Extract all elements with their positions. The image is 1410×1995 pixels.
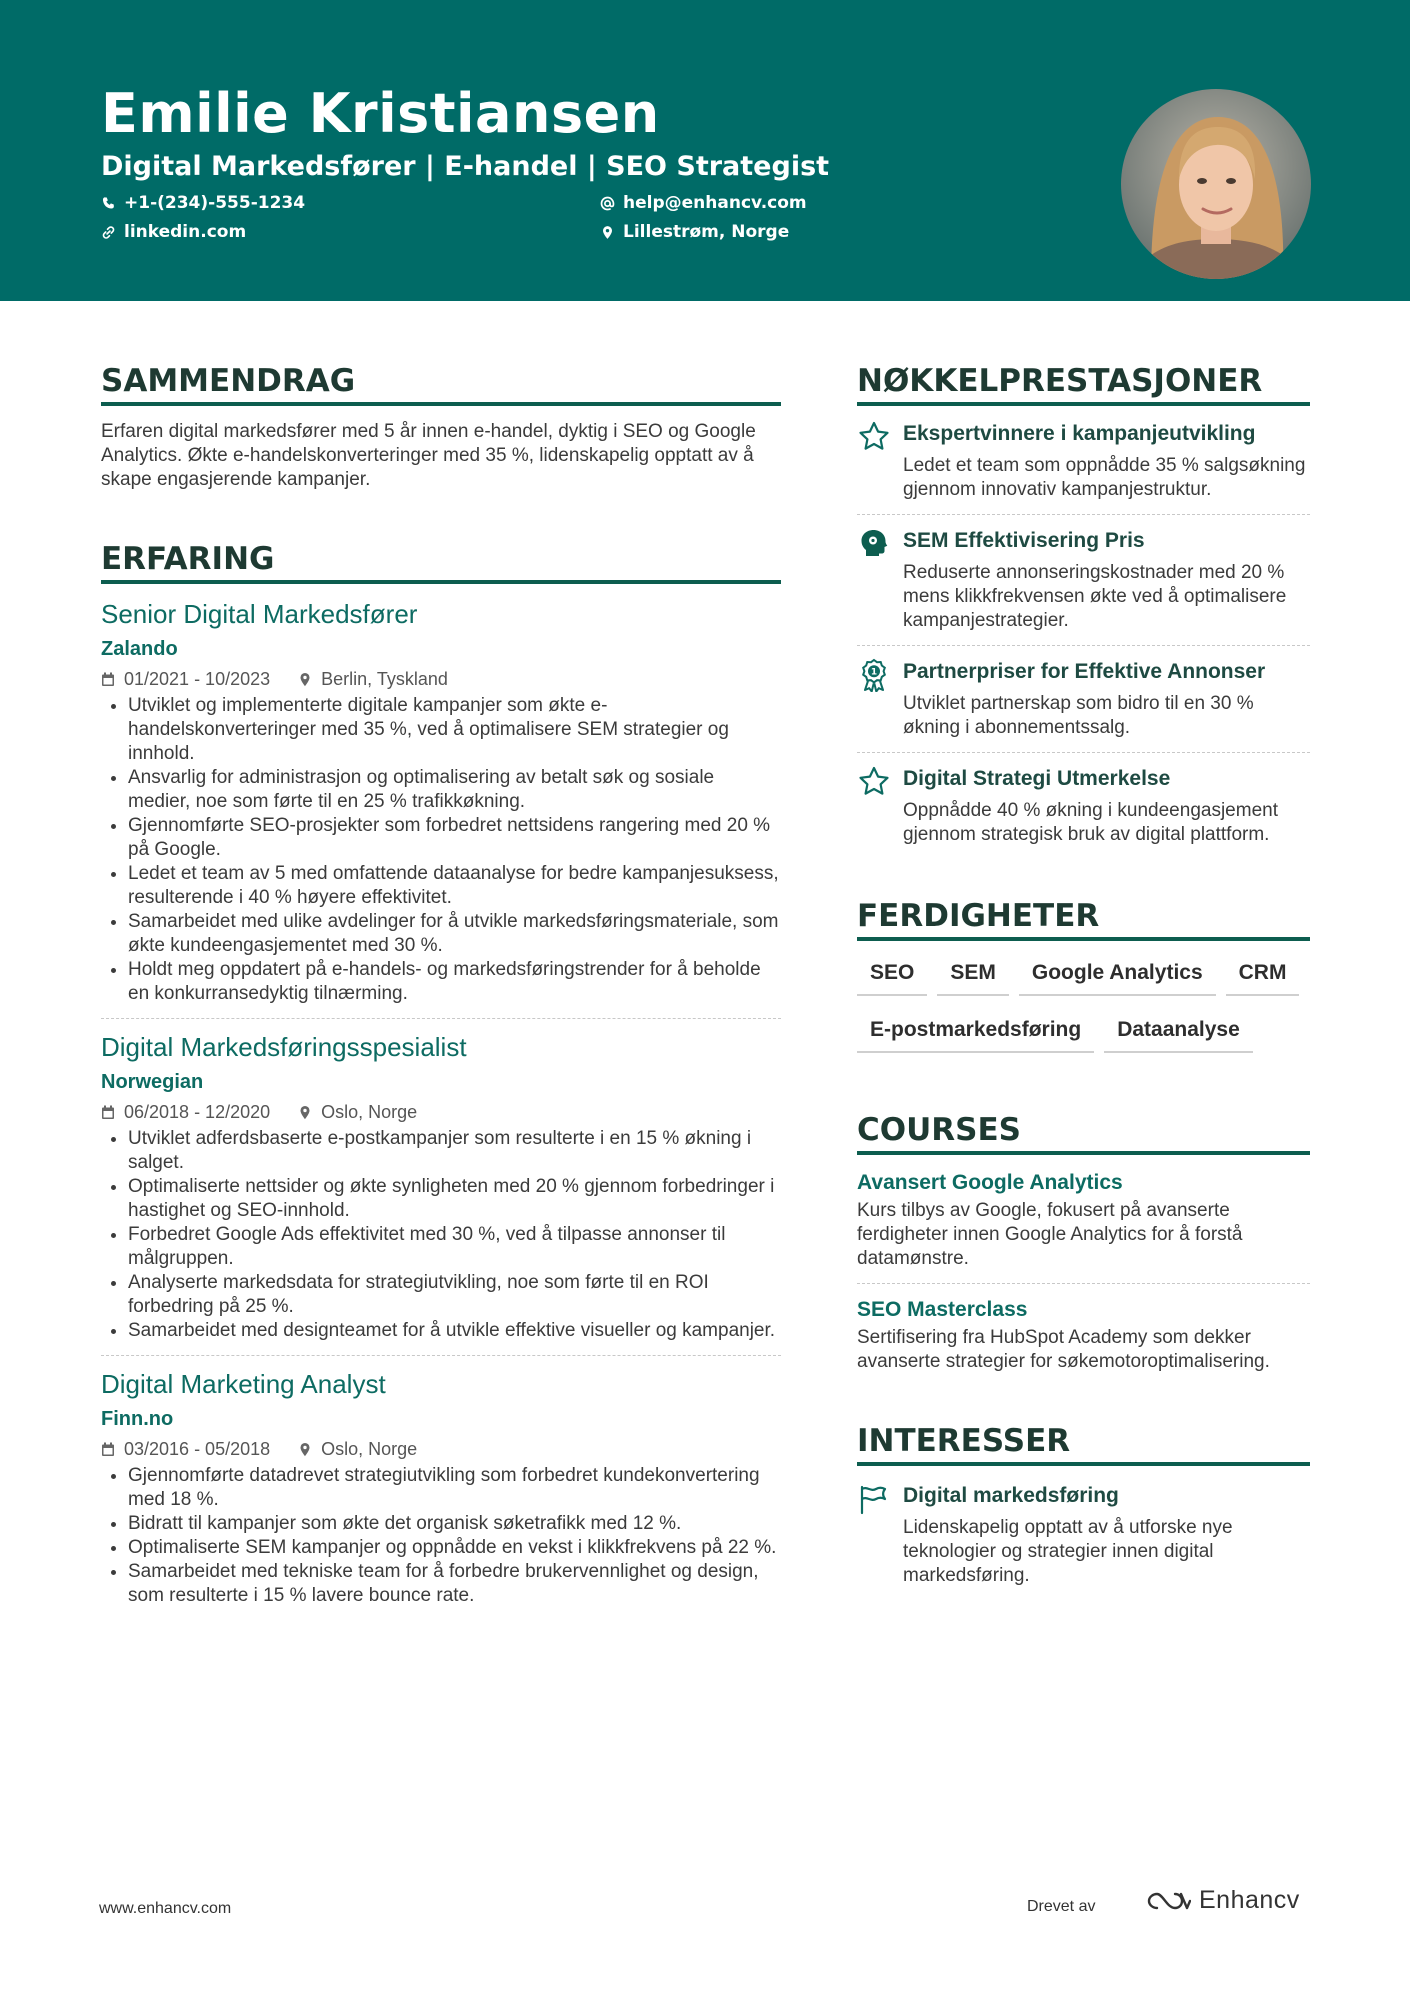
job-meta: [101, 1101, 781, 1123]
skill-tag: SEM: [937, 959, 1009, 996]
calendar-icon: [101, 1442, 115, 1457]
course-desc: Kurs tilbys av Google, fokusert på avanserte ferdigheter innen Google Analytics for å forstå datamønstre.: [857, 1200, 1243, 1269]
job-bullet: • Utviklet og implementerte digitale kampanjer som økte e-handelskonverteringer med 35 %, ved å optimalisere SEM strategier og innhold.: [128, 694, 781, 766]
interest-item: [857, 1482, 1310, 1588]
achievements-heading: NØKKELPRESTASJONER: [857, 362, 1310, 406]
calendar-icon: [101, 672, 115, 687]
job-bullet: • Optimaliserte nettsider og økte synligheten med 20 % gjennom forbedringer i hastighet og SEO-innhold.: [128, 1175, 781, 1223]
skills-heading: FERDIGHETER: [857, 897, 1310, 941]
contact-phone[interactable]: [101, 193, 305, 213]
divider: [857, 645, 1310, 646]
job-location-wrap: [298, 1101, 417, 1123]
job-bullet: • Gjennomførte datadrevet strategiutvikling som forbedret kundekonvertering med 18 %.: [128, 1464, 781, 1512]
course-item: [857, 1296, 1310, 1374]
calendar-icon: [101, 1105, 115, 1120]
skill-tag: Google Analytics: [1019, 959, 1216, 996]
interest-desc: Lidenskapelig opptatt av å utforske nye teknologier og strategier innen digital markedsføring.: [903, 1517, 1233, 1586]
link-icon: [101, 225, 116, 240]
achievement-item: [857, 420, 1310, 502]
flag-icon: [857, 1482, 891, 1516]
star-icon: [857, 765, 891, 799]
job-bullets: [101, 1127, 781, 1343]
achievement-item: [857, 765, 1310, 847]
location-pin-icon: [600, 225, 615, 240]
divider: [101, 1018, 781, 1019]
job-bullet: • Optimaliserte SEM kampanjer og oppnådde en vekst i klikkfrekvens på 22 %.: [128, 1536, 781, 1560]
footer-website[interactable]: www.enhancv.com: [99, 1900, 232, 1917]
summary-text: Erfaren digital markedsfører med 5 år innen e-handel, dyktig i SEO og Google Analytics. Økte e-handelskonverteringer med 35 %, lidenskapelig opptatt av å skape engasjerende kampanjer.: [101, 421, 756, 490]
divider: [857, 514, 1310, 515]
job-company: Norwegian: [101, 1071, 204, 1093]
contact-location: [600, 222, 789, 242]
svg-text:1: 1: [870, 667, 878, 678]
location-pin-icon: [298, 672, 312, 687]
divider: [857, 1283, 1310, 1284]
course-item: [857, 1169, 1310, 1271]
divider: [101, 1355, 781, 1356]
contact-email[interactable]: [600, 193, 807, 213]
achievement-item: [857, 527, 1310, 633]
award-icon: [857, 658, 891, 692]
email-text: help@enhancv.com: [623, 193, 807, 213]
location-pin-icon: [298, 1105, 312, 1120]
enhancv-logo[interactable]: [1145, 1886, 1300, 1915]
job-location-wrap: [298, 1438, 417, 1460]
job-bullet: • Samarbeidet med ulike avdelinger for å utvikle markedsføringsmateriale, som økte kundeengasjementet med 30 %.: [128, 910, 781, 958]
skill-tag: E-postmarkedsføring: [857, 1016, 1094, 1053]
enhancv-logo-icon: [1145, 1889, 1191, 1913]
job-company: Zalando: [101, 638, 178, 660]
job-bullets: [101, 694, 781, 1006]
job-bullet: • Ansvarlig for administrasjon og optimalisering av betalt søk og sosiale medier, noe som førte til en 25 % trafikkøkning.: [128, 766, 781, 814]
skill-tag: Dataanalyse: [1104, 1016, 1253, 1053]
summary-section: [101, 362, 781, 492]
job-location: Berlin, Tyskland: [321, 669, 448, 689]
achievement-desc: Ledet et team som oppnådde 35 % salgsøkning gjennom innovativ kampanjestruktur.: [903, 455, 1306, 500]
job-title: Digital Markedsføringsspesialist: [101, 1032, 467, 1062]
job-meta: [101, 668, 781, 690]
skill-tag: CRM: [1226, 959, 1300, 996]
linkedin-text: linkedin.com: [124, 222, 247, 242]
job-bullet: • Forbedret Google Ads effektivitet med 30 %, ved å tilpasse annonser til målgruppen.: [128, 1223, 781, 1271]
location-text: Lillestrøm, Norge: [623, 222, 790, 242]
job-dates: 06/2018 - 12/2020: [124, 1102, 271, 1122]
job-entry: [101, 1031, 781, 1343]
job-bullet: • Bidratt til kampanjer som økte det organisk søketrafikk med 12 %.: [128, 1512, 781, 1536]
summary-heading: SAMMENDRAG: [101, 362, 781, 406]
job-entry: [101, 598, 781, 1006]
job-company: Finn.no: [101, 1408, 174, 1430]
job-bullet: • Gjennomførte SEO-prosjekter som forbedret nettsidens rangering med 20 % på Google.: [128, 814, 781, 862]
enhancv-brand-text: Enhancv: [1199, 1886, 1300, 1914]
phone-icon: [101, 196, 116, 211]
job-bullet: • Samarbeidet med designteamet for å utvikle effektive visueller og kampanjer.: [128, 1319, 781, 1343]
star-icon: [857, 420, 891, 454]
location-pin-icon: [298, 1442, 312, 1457]
contact-linkedin[interactable]: [101, 222, 246, 242]
job-meta: [101, 1438, 781, 1460]
job-bullet: • Ledet et team av 5 med omfattende dataanalyse for bedre kampanjesuksess, resulterende i 40 % høyere effektivitet.: [128, 862, 781, 910]
right-column: [857, 362, 1310, 1588]
job-location: Oslo, Norge: [321, 1439, 418, 1459]
skills-section: [857, 897, 1310, 1073]
achievement-title: SEM Effektivisering Pris: [903, 529, 1145, 552]
candidate-name: Emilie Kristiansen: [101, 82, 660, 145]
at-icon: [600, 196, 615, 211]
job-entry: [101, 1368, 781, 1608]
job-bullet: • Samarbeidet med tekniske team for å forbedre brukervennlighet og design, som resulterte i 15 % lavere bounce rate.: [128, 1560, 781, 1608]
achievement-item: [857, 658, 1310, 740]
job-bullets: [101, 1464, 781, 1608]
profile-photo: [1121, 89, 1311, 279]
left-column: [101, 362, 781, 1618]
experience-heading: ERFARING: [101, 540, 781, 584]
job-bullet: • Analyserte markedsdata for strategiutvikling, noe som førte til en ROI forbedring på 25 %.: [128, 1271, 781, 1319]
course-desc: Sertifisering fra HubSpot Academy som dekker avanserte strategier for søkemotoroptimalisering.: [857, 1327, 1270, 1372]
achievement-desc: Utviklet partnerskap som bidro til en 30 % økning i abonnementssalg.: [903, 693, 1254, 738]
experience-section: [101, 540, 781, 1608]
job-location-wrap: [298, 668, 448, 690]
job-location: Oslo, Norge: [321, 1102, 418, 1122]
achievement-title: Partnerpriser for Effektive Annonser: [903, 660, 1266, 683]
job-dates: 01/2021 - 10/2023: [124, 669, 271, 689]
courses-section: [857, 1111, 1310, 1374]
achievement-title: Digital Strategi Utmerkelse: [903, 767, 1171, 790]
skills-list: [857, 959, 1310, 1073]
candidate-headline: Digital Markedsfører | E-handel | SEO Strategist: [101, 151, 830, 182]
interests-section: [857, 1422, 1310, 1588]
course-title: Avansert Google Analytics: [857, 1171, 1123, 1194]
phone-text: +1-(234)-555-1234: [124, 193, 306, 213]
head-icon: [857, 527, 891, 561]
achievement-desc: Oppnådde 40 % økning i kundeengasjement gjennom strategisk bruk av digital plattform.: [903, 800, 1278, 845]
divider: [857, 752, 1310, 753]
achievement-title: Ekspertvinnere i kampanjeutvikling: [903, 422, 1256, 445]
job-bullet: • Utviklet adferdsbaserte e-postkampanjer som resulterte i en 15 % økning i salget.: [128, 1127, 781, 1175]
interest-title: Digital markedsføring: [903, 1484, 1119, 1507]
skill-tag: SEO: [857, 959, 927, 996]
course-title: SEO Masterclass: [857, 1298, 1028, 1321]
job-title: Digital Marketing Analyst: [101, 1369, 386, 1399]
job-dates: 03/2016 - 05/2018: [124, 1439, 271, 1459]
job-bullet: • Holdt meg oppdatert på e-handels- og markedsføringstrender for å beholde en konkurransedyktig tilnærming.: [128, 958, 781, 1006]
footer-powered-by: Drevet av: [1027, 1898, 1096, 1915]
achievements-section: [857, 362, 1310, 847]
interests-heading: INTERESSER: [857, 1422, 1310, 1466]
job-title: Senior Digital Markedsfører: [101, 599, 418, 629]
resume-header: [0, 0, 1410, 301]
achievement-desc: Reduserte annonseringskostnader med 20 % mens klikkfrekvensen økte ved å optimalisere kampanjestrategier.: [903, 562, 1287, 631]
courses-heading: COURSES: [857, 1111, 1310, 1155]
